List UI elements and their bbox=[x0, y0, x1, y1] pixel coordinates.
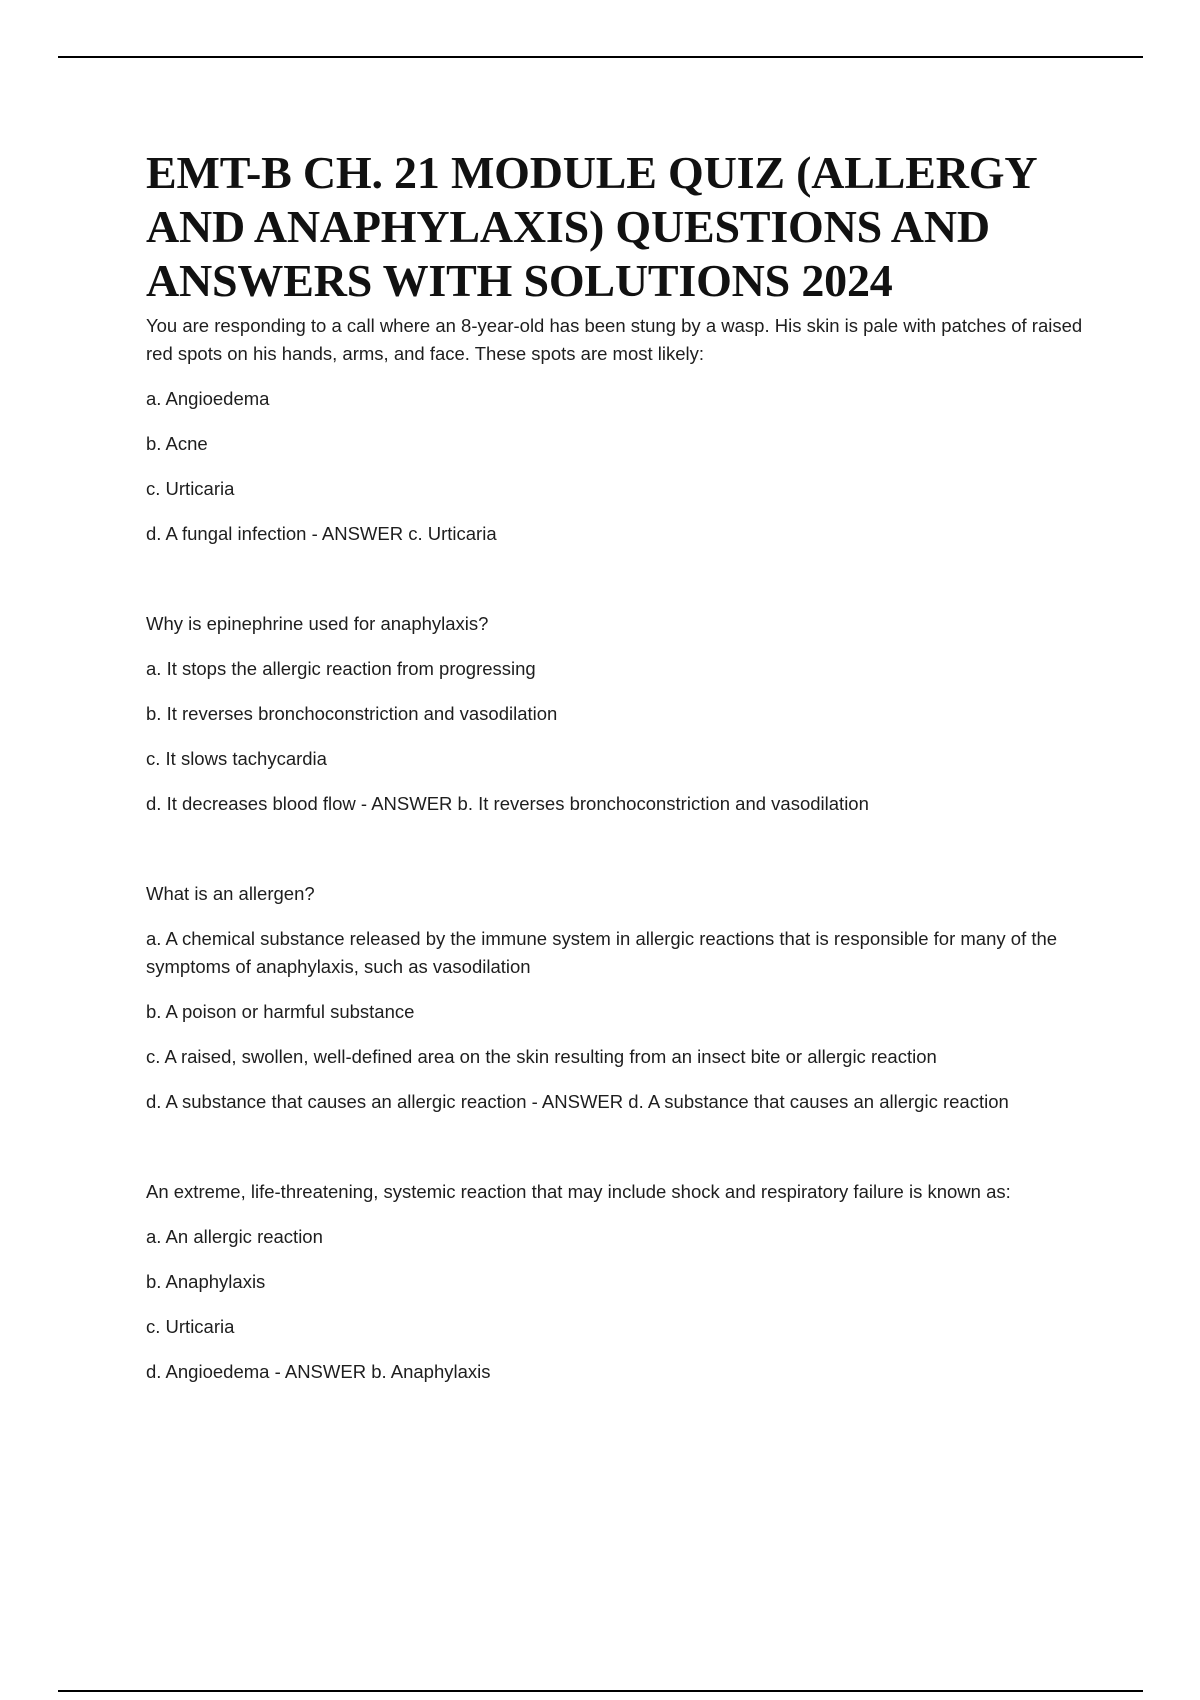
answer-option: d. A fungal infection - ANSWER c. Urticaria bbox=[146, 523, 497, 544]
question-3 bbox=[146, 880, 1096, 1116]
question-2 bbox=[146, 610, 1096, 818]
answer-option: d. A substance that causes an allergic reaction - ANSWER d. A substance that causes an allergic reaction bbox=[146, 1091, 1009, 1112]
answer-option: c. Urticaria bbox=[146, 478, 235, 499]
question-text: You are responding to a call where an 8-year-old has been stung by a wasp. His skin is pale with patches of raised red spots on his hands, arms, and face. These spots are most likely: bbox=[146, 315, 1083, 364]
answer-option: b. Acne bbox=[146, 433, 208, 454]
answer-option: b. Anaphylaxis bbox=[146, 1271, 266, 1292]
document-page bbox=[146, 146, 1096, 1386]
question-1 bbox=[146, 312, 1096, 548]
question-text: What is an allergen? bbox=[146, 883, 315, 904]
answer-option: b. A poison or harmful substance bbox=[146, 1001, 415, 1022]
answer-option: c. Urticaria bbox=[146, 1316, 235, 1337]
answer-option: c. A raised, swollen, well-defined area on the skin resulting from an insect bite or allergic reaction bbox=[146, 1046, 937, 1067]
answer-option: d. It decreases blood flow - ANSWER b. It reverses bronchoconstriction and vasodilation bbox=[146, 793, 869, 814]
answer-option: c. It slows tachycardia bbox=[146, 748, 327, 769]
top-divider bbox=[58, 56, 1143, 58]
answer-option: a. Angioedema bbox=[146, 388, 270, 409]
question-text: Why is epinephrine used for anaphylaxis? bbox=[146, 613, 489, 634]
question-4 bbox=[146, 1178, 1096, 1386]
question-text: An extreme, life-threatening, systemic reaction that may include shock and respiratory failure is known as: bbox=[146, 1181, 1011, 1202]
document-title: EMT-B CH. 21 MODULE QUIZ (ALLERGY AND ANAPHYLAXIS) QUESTIONS AND ANSWERS WITH SOLUTIONS 2024 bbox=[146, 147, 1036, 306]
answer-option: a. An allergic reaction bbox=[146, 1226, 323, 1247]
bottom-divider bbox=[58, 1690, 1143, 1692]
answer-option: d. Angioedema - ANSWER b. Anaphylaxis bbox=[146, 1361, 491, 1382]
answer-option: a. It stops the allergic reaction from progressing bbox=[146, 658, 536, 679]
answer-option: b. It reverses bronchoconstriction and vasodilation bbox=[146, 703, 558, 724]
answer-option: a. A chemical substance released by the immune system in allergic reactions that is responsible for many of the symptoms of anaphylaxis, such as vasodilation bbox=[146, 928, 1058, 977]
